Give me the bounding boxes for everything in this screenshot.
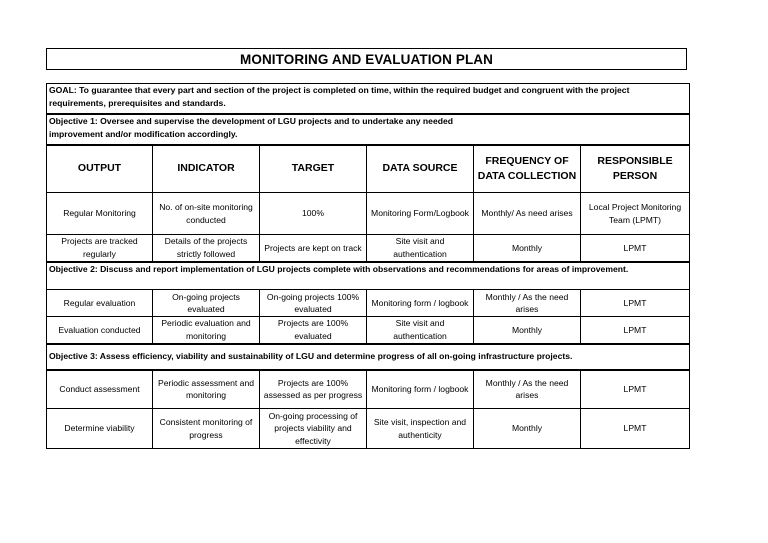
cell-responsible: LPMT: [581, 235, 690, 262]
table-row: [47, 290, 690, 317]
cell-responsible: LPMT: [581, 290, 690, 317]
cell-frequency: Monthly / As the need arises: [474, 370, 581, 409]
cell-frequency: Monthly/ As need arises: [474, 193, 581, 235]
cell-frequency: Monthly / As the need arises: [474, 290, 581, 317]
cell-data-source: Monitoring form / logbook: [367, 290, 474, 317]
objective-row: [47, 114, 690, 145]
cell-output: Regular evaluation: [47, 290, 153, 317]
cell-output: Projects are tracked regularly: [47, 235, 153, 262]
cell-data-source: Monitoring Form/Logbook: [367, 193, 474, 235]
cell-data-source: Site visit and authentication: [367, 235, 474, 262]
cell-output: Determine viability: [47, 409, 153, 449]
cell-indicator: Details of the projects strictly followed: [153, 235, 260, 262]
cell-data-source: Site visit and authentication: [367, 317, 474, 344]
table-row: [47, 409, 690, 449]
cell-responsible: LPMT: [581, 317, 690, 344]
table-row: [47, 317, 690, 344]
cell-target: Projects are 100% evaluated: [260, 317, 367, 344]
page-title: MONITORING AND EVALUATION PLAN: [46, 48, 687, 70]
objective-row: [47, 344, 690, 370]
cell-indicator: On-going projects evaluated: [153, 290, 260, 317]
goal-row: [47, 84, 690, 114]
cell-target: On-going projects 100% evaluated: [260, 290, 367, 317]
cell-indicator: Periodic assessment and monitoring: [153, 370, 260, 409]
objective-3-title: Objective 3: Assess efficiency, viability and sustainability of LGU and determine progress of all on-going infrastructure projects.: [47, 344, 690, 370]
cell-target: 100%: [260, 193, 367, 235]
plan-table: [46, 83, 690, 449]
table-row: [47, 193, 690, 235]
header-output: OUTPUT: [47, 145, 153, 193]
cell-output: Conduct assessment: [47, 370, 153, 409]
cell-target: Projects are kept on track: [260, 235, 367, 262]
cell-output: Regular Monitoring: [47, 193, 153, 235]
cell-frequency: Monthly: [474, 409, 581, 449]
goal-text: GOAL: To guarantee that every part and section of the project is completed on time, within the required budget and congruent with the project requirements, prerequisites and standards.: [47, 84, 690, 114]
cell-data-source: Site visit, inspection and authenticity: [367, 409, 474, 449]
cell-indicator: Periodic evaluation and monitoring: [153, 317, 260, 344]
objective-2-title: Objective 2: Discuss and report implementation of LGU projects complete with observations and recommendations for areas of improvement.: [47, 262, 690, 290]
header-responsible: RESPONSIBLE PERSON: [581, 145, 690, 193]
cell-responsible: LPMT: [581, 370, 690, 409]
cell-output: Evaluation conducted: [47, 317, 153, 344]
header-indicator: INDICATOR: [153, 145, 260, 193]
header-target: TARGET: [260, 145, 367, 193]
cell-target: On-going processing of projects viability and effectivity: [260, 409, 367, 449]
header-frequency: FREQUENCY OF DATA COLLECTION: [474, 145, 581, 193]
header-data-source: DATA SOURCE: [367, 145, 474, 193]
cell-frequency: Monthly: [474, 235, 581, 262]
table-row: [47, 370, 690, 409]
cell-target: Projects are 100% assessed as per progress: [260, 370, 367, 409]
cell-frequency: Monthly: [474, 317, 581, 344]
table-row: [47, 235, 690, 262]
objective-row: [47, 262, 690, 290]
cell-responsible: Local Project Monitoring Team (LPMT): [581, 193, 690, 235]
cell-data-source: Monitoring form / logbook: [367, 370, 474, 409]
cell-responsible: LPMT: [581, 409, 690, 449]
cell-indicator: Consistent monitoring of progress: [153, 409, 260, 449]
cell-indicator: No. of on-site monitoring conducted: [153, 193, 260, 235]
header-row: [47, 145, 690, 193]
objective-1-title: Objective 1: Oversee and supervise the development of LGU projects and to undertake any needed improvement and/or modification accordingly.: [47, 114, 690, 145]
